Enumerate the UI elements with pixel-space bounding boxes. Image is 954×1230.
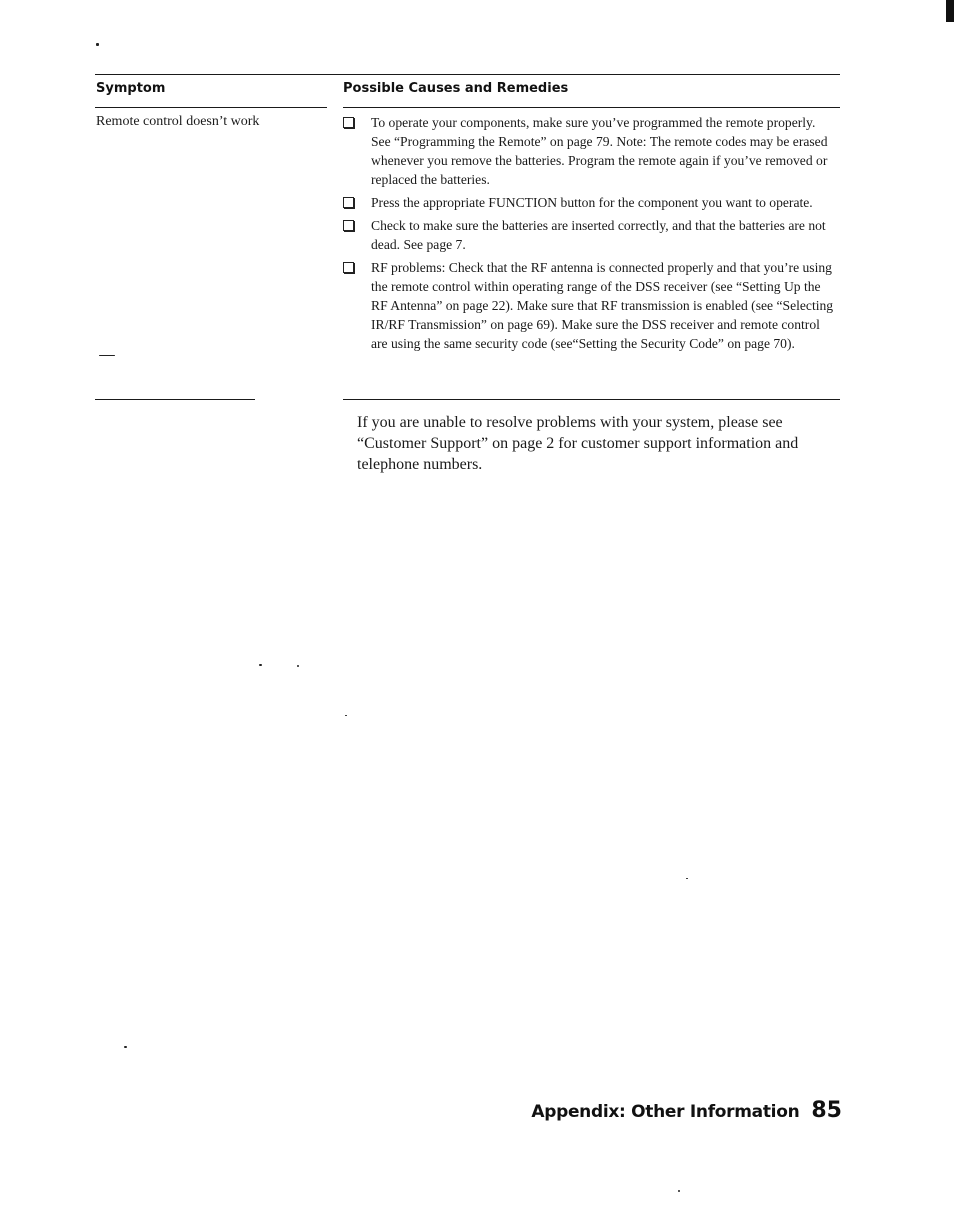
scan-speck	[99, 355, 115, 356]
table-top-rule	[95, 74, 840, 75]
page-footer	[531, 1098, 842, 1123]
table-bottom-rule-right	[343, 399, 840, 400]
remedy-text: Press the appropriate FUNCTION button for the component you want to operate.	[371, 195, 813, 210]
symptom-cell: Remote control doesn’t work	[96, 114, 260, 129]
scan-speck	[686, 878, 688, 879]
remedies-column-header: Possible Causes and Remedies	[343, 81, 569, 96]
scan-speck	[96, 43, 99, 46]
list-item	[343, 193, 838, 212]
list-item	[343, 113, 838, 189]
footer-section-title: Appendix: Other Information	[531, 1102, 800, 1122]
checkbox-icon	[343, 220, 354, 231]
checkbox-icon	[343, 117, 354, 128]
scan-speck	[297, 665, 299, 667]
symptom-column-header: Symptom	[96, 81, 166, 96]
remedy-text: Check to make sure the batteries are inserted correctly, and that the batteries are not dead. See page 7.	[371, 218, 826, 252]
header-rule-left	[95, 107, 327, 108]
support-note: If you are unable to resolve problems with your system, please see “Customer Support” on page 2 for customer support information and telephone numbers.	[357, 414, 799, 473]
list-item	[343, 258, 838, 353]
scan-speck	[345, 715, 347, 716]
checkbox-icon	[343, 262, 354, 273]
list-item	[343, 216, 838, 254]
table-bottom-rule-left	[95, 399, 255, 400]
scan-speck	[678, 1190, 680, 1192]
page-edge-mark	[946, 0, 954, 22]
checkbox-icon	[343, 197, 354, 208]
remedy-text: RF problems: Check that the RF antenna is connected properly and that you’re using the remote control within operating range of the DSS receiver (see “Setting Up the RF Antenna” on page 22). Make sure that RF transmission is enabled (see “Selecting IR/RF Transmission” on page 69). Make sure the DSS receiver and remote control are using the same security code (see“Setting the Security Code” on page 70).	[371, 260, 834, 351]
scan-speck	[259, 664, 262, 666]
remedies-list	[343, 113, 838, 357]
header-rule-right	[343, 107, 840, 108]
scan-speck	[124, 1046, 127, 1048]
page-number: 85	[811, 1098, 842, 1123]
remedy-text: To operate your components, make sure you’ve programmed the remote properly. See “Programming the Remote” on page 79. Note: The remote codes may be erased whenever you remove the batteries. Program the remote again if you’ve removed or replaced the batteries.	[371, 115, 828, 187]
